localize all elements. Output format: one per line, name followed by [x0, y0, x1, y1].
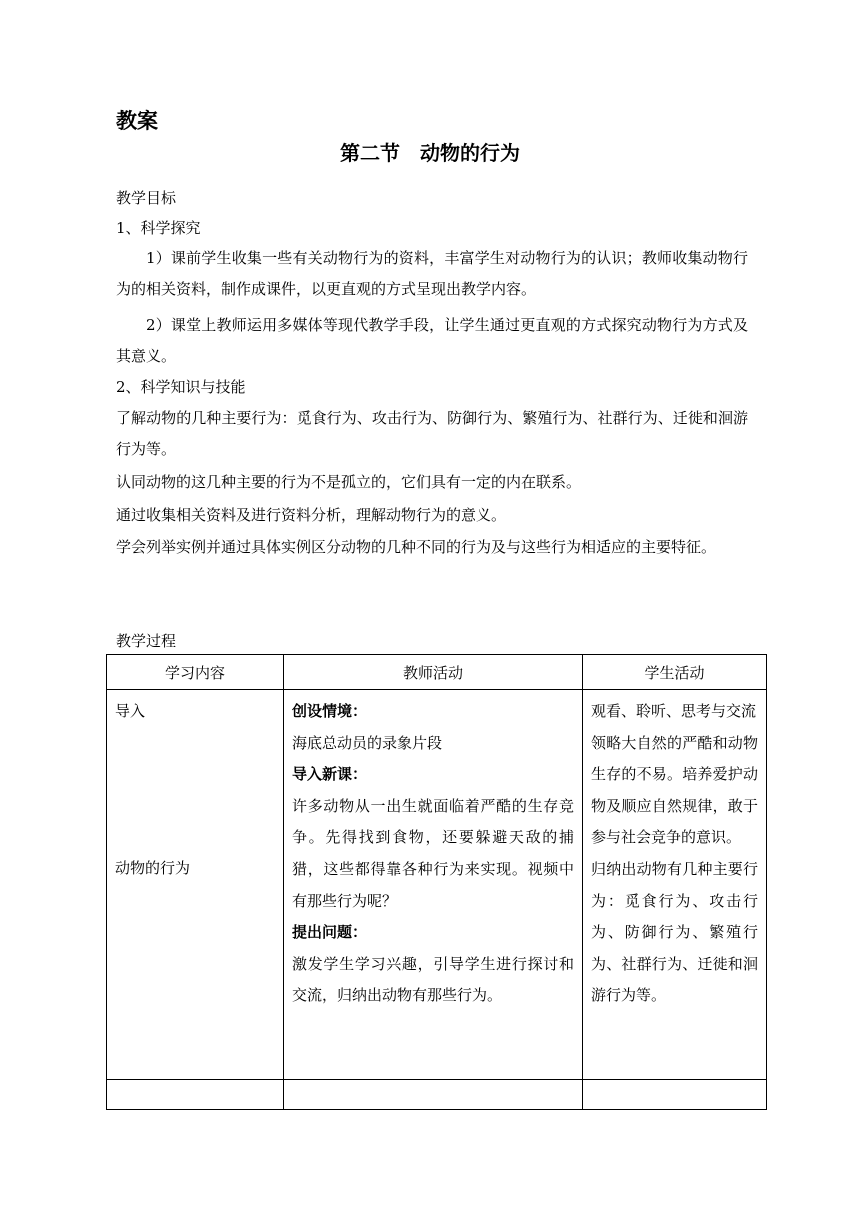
knowledge-paragraph-4: 学会列举实例并通过具体实例区分动物的几种不同的行为及与这些行为相适应的主要特征。 — [116, 538, 717, 556]
empty-cell — [583, 1080, 767, 1110]
student-text-3: 归纳出动物有几种主要行为：觅食行为、攻击行为、防御行为、繁殖行为、社群行为、迁徙和洄游行为等。 — [591, 859, 758, 1005]
student-text-1: 观看、聆听、思考与交流 — [591, 702, 757, 720]
empty-cell — [107, 1080, 284, 1110]
content-cell — [107, 690, 284, 1080]
teacher-text-situation: 海底总动员的录象片段 — [292, 733, 443, 752]
teacher-label-situation: 创设情境： — [292, 702, 368, 720]
teacher-label-question: 提出问题： — [292, 923, 368, 942]
knowledge-paragraph-2: 认同动物的这几种主要的行为不是孤立的，它们具有一定的内在联系。 — [116, 473, 582, 491]
column-header-student: 学生活动 — [583, 655, 767, 690]
section-title: 第二节 动物的行为 — [340, 141, 520, 165]
table-row-empty — [107, 1080, 767, 1110]
inquiry-paragraph-2: 2）课堂上教师运用多媒体等现代教学手段，让学生通过更直观的方式探究动物行为方式及其意义。 — [116, 316, 748, 365]
teacher-text-new-lesson: 许多动物从一出生就面临着严酷的生存竞争。先得找到食物，还要躲避天敌的捕猎，这些都得靠各种行为来实现。视频中有那些行为呢？ — [292, 796, 574, 910]
table-header-row — [107, 655, 767, 690]
student-text-2: 领略大自然的严酷和动物生存的不易。培养爱护动物及顺应自然规律，敢于参与社会竞争的意识。 — [591, 733, 758, 847]
process-table — [106, 654, 767, 1110]
teacher-cell — [284, 690, 583, 1080]
empty-cell — [284, 1080, 583, 1110]
table-row — [107, 690, 767, 1080]
science-inquiry-heading: 1、科学探究 — [116, 219, 201, 237]
content-intro: 导入 — [115, 702, 146, 720]
knowledge-paragraph-1: 了解动物的几种主要行为：觅食行为、攻击行为、防御行为、繁殖行为、社群行为、迁徙和洄游行为等。 — [116, 409, 748, 458]
knowledge-paragraph-3: 通过收集相关资料及进行资料分析，理解动物行为的意义。 — [116, 506, 507, 524]
inquiry-paragraph-1: 1）课前学生收集一些有关动物行为的资料，丰富学生对动物行为的认识；教师收集动物行为的相关资料，制作成课件，以更直观的方式呈现出教学内容。 — [116, 249, 748, 298]
student-cell — [583, 690, 767, 1080]
knowledge-skills-heading: 2、科学知识与技能 — [116, 378, 246, 396]
doc-label: 教案 — [116, 109, 158, 133]
teacher-text-question: 激发学生学习兴趣，引导学生进行探讨和交流，归纳出动物有那些行为。 — [292, 954, 574, 1005]
objectives-heading: 教学目标 — [116, 189, 177, 207]
column-header-content: 学习内容 — [107, 655, 284, 690]
column-header-teacher: 教师活动 — [284, 655, 583, 690]
teacher-label-new-lesson: 导入新课： — [292, 765, 368, 784]
content-topic: 动物的行为 — [115, 859, 191, 877]
process-heading: 教学过程 — [116, 632, 177, 650]
